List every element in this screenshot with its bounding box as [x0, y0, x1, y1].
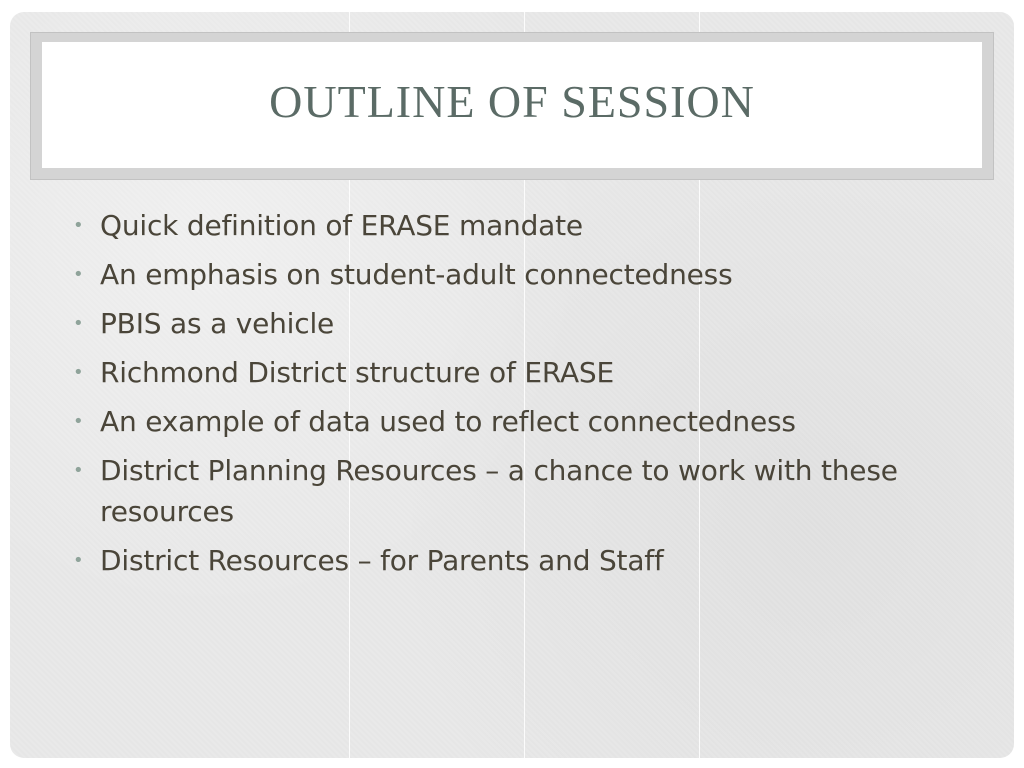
bullet-text: PBIS as a vehicle [100, 307, 335, 340]
bullet-text: An emphasis on student-adult connectedness [100, 258, 733, 291]
bullet-text: Quick definition of ERASE mandate [100, 209, 583, 242]
bullet-dot-icon: • [73, 264, 84, 285]
slide [10, 12, 1014, 758]
bullet-dot-icon: • [73, 215, 84, 236]
bullet-dot-icon: • [73, 550, 84, 571]
bullet-item [73, 352, 973, 393]
bullet-list [73, 205, 973, 589]
bullet-item [73, 254, 973, 295]
bullet-item [73, 205, 973, 246]
bullet-item [73, 540, 973, 581]
slide-title: OUTLINE OF SESSION [269, 75, 755, 127]
bullet-text: District Planning Resources – a chance to work with these resources [100, 454, 898, 528]
bullet-item [73, 450, 973, 532]
bullet-dot-icon: • [73, 313, 84, 334]
bullet-text: Richmond District structure of ERASE [100, 356, 614, 389]
bullet-text: District Resources – for Parents and Staff [100, 544, 664, 577]
bullet-item [73, 401, 973, 442]
bullet-dot-icon: • [73, 460, 84, 481]
bullet-dot-icon: • [73, 411, 84, 432]
title-box [42, 42, 982, 168]
title-frame [30, 32, 994, 180]
bullet-dot-icon: • [73, 362, 84, 383]
bullet-text: An example of data used to reflect connectedness [100, 405, 796, 438]
bullet-item [73, 303, 973, 344]
